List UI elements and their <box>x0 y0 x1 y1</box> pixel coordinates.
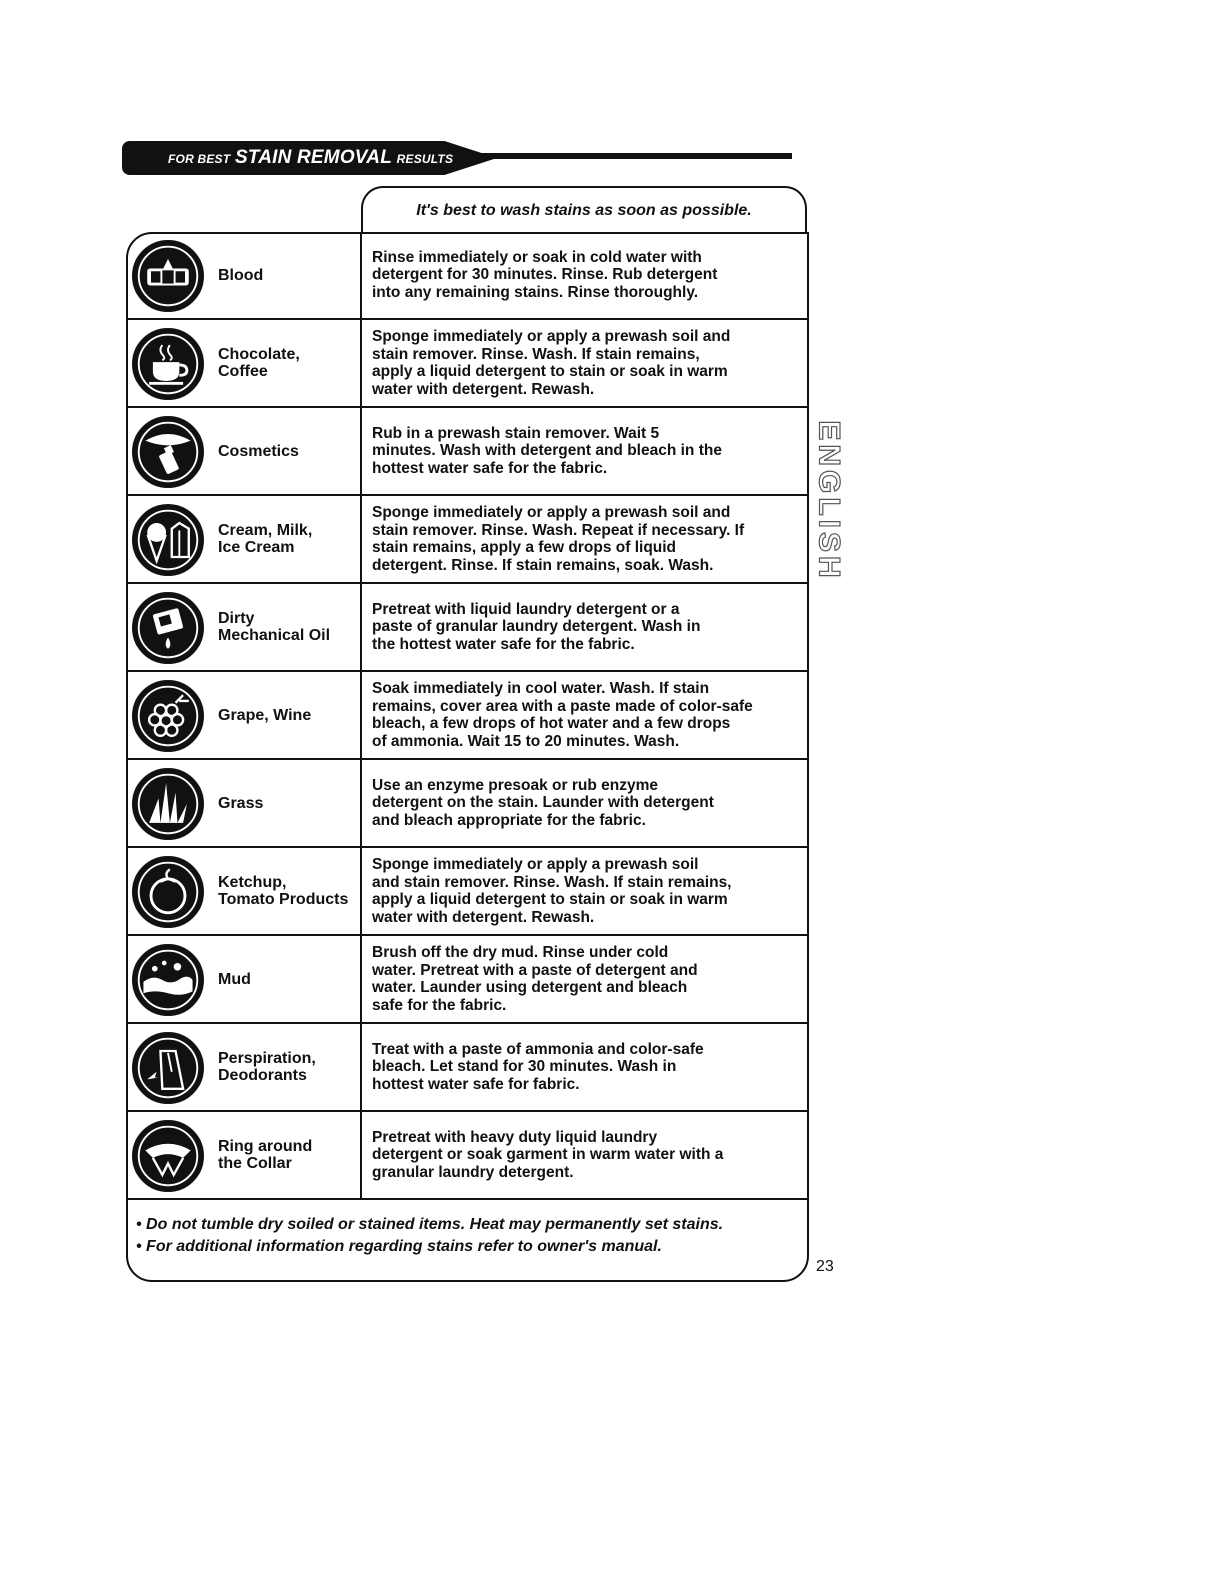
stain-cell <box>126 320 362 406</box>
stain-instructions: Pretreat with heavy duty liquid laundry detergent or soak garment in warm water with a granular laundry detergent. <box>372 1128 724 1181</box>
language-tab-label: ENGLISH <box>813 420 847 582</box>
stain-cell <box>126 936 362 1022</box>
stain-instructions: Rub in a prewash stain remover. Wait 5 minutes. Wash with detergent and bleach in the hottest water safe for the fabric. <box>372 424 722 477</box>
table-row <box>126 848 809 936</box>
stain-cell <box>126 848 362 934</box>
stain-label: Perspiration, Deodorants <box>218 1050 316 1084</box>
stain-instructions: Sponge immediately or apply a prewash soil and stain remover. Rinse. Wash. If stain remains, apply a liquid detergent to stain or soak in warm water with detergent. Rewash. <box>372 856 732 926</box>
banner-prefix: FOR BEST <box>168 152 231 166</box>
stain-instructions: Soak immediately in cool water. Wash. If stain remains, cover area with a paste made of color-safe bleach, a few drops of hot water and a few drops of ammonia. Wait 15 to 20 minutes. Wash. <box>372 680 753 750</box>
footer-notes <box>136 1214 723 1258</box>
stain-label: Ring around the Collar <box>218 1138 313 1172</box>
deodorant-icon <box>132 1032 204 1104</box>
ice-cream-milk-icon <box>132 504 204 576</box>
stain-instructions: Use an enzyme presoak or rub enzyme detergent on the stain. Launder with detergent and bleach appropriate for the fabric. <box>372 776 714 829</box>
stain-cell <box>126 232 362 318</box>
stain-label: Cream, Milk, Ice Cream <box>218 522 313 556</box>
stain-label: Mud <box>218 970 251 988</box>
stain-label: Grape, Wine <box>218 706 312 724</box>
grass-icon <box>132 768 204 840</box>
coffee-cup-icon <box>132 328 204 400</box>
stain-instructions: Sponge immediately or apply a prewash soil and stain remover. Rinse. Wash. If stain remains, apply a liquid detergent to stain or soak in warm water with detergent. Rewash. <box>372 328 731 398</box>
table-row <box>126 320 809 408</box>
stain-label: Dirty Mechanical Oil <box>218 610 331 644</box>
stain-instructions: Treat with a paste of ammonia and color-safe bleach. Let stand for 30 minutes. Wash in hottest water safe for fabric. <box>372 1040 704 1093</box>
banner-title <box>168 147 453 169</box>
stain-instructions: Pretreat with liquid laundry detergent or a paste of granular laundry detergent. Wash in the hottest water safe for the fabric. <box>372 600 701 653</box>
note-line: • Do not tumble dry soiled or stained items. Heat may permanently set stains. <box>136 1216 724 1233</box>
note-line: • For additional information regarding stains refer to owner's manual. <box>136 1238 662 1255</box>
stain-label: Grass <box>218 794 264 812</box>
tomato-icon <box>132 856 204 928</box>
grapes-icon <box>132 680 204 752</box>
stain-cell <box>126 408 362 494</box>
stain-label: Blood <box>218 266 264 284</box>
stain-table <box>126 232 809 1200</box>
table-row <box>126 672 809 760</box>
table-row <box>126 1112 809 1200</box>
banner-main-title: STAIN REMOVAL <box>234 147 392 168</box>
oil-can-icon <box>132 592 204 664</box>
table-row <box>126 496 809 584</box>
banner-suffix: RESULTS <box>396 152 454 166</box>
stain-label: Ketchup, Tomato Products <box>218 874 349 908</box>
stain-cell <box>126 496 362 582</box>
table-row <box>126 232 809 320</box>
table-row <box>126 760 809 848</box>
stain-cell <box>126 1112 362 1198</box>
page-number: 23 <box>816 1258 834 1275</box>
stain-cell <box>126 760 362 846</box>
section-banner <box>122 137 497 177</box>
stain-label: Chocolate, Coffee <box>218 346 300 380</box>
shirt-collar-icon <box>132 1120 204 1192</box>
banner-rule <box>470 153 792 159</box>
table-row <box>126 1024 809 1112</box>
intro-text: It's best to wash stains as soon as possible. <box>416 202 752 219</box>
lipstick-icon <box>132 416 204 488</box>
language-tab <box>813 412 847 590</box>
stain-cell <box>126 672 362 758</box>
stain-cell <box>126 1024 362 1110</box>
stain-instructions: Sponge immediately or apply a prewash soil and stain remover. Rinse. Wash. Repeat if necessary. If stain remains, apply a few drops of liquid detergent. Rinse. If stain remains, soak. Wash. <box>372 504 745 574</box>
stain-cell <box>126 584 362 670</box>
stain-instructions: Brush off the dry mud. Rinse under cold water. Pretreat with a paste of detergent and water. Launder using detergent and bleach safe for the fabric. <box>372 944 698 1014</box>
table-row <box>126 584 809 672</box>
table-row <box>126 408 809 496</box>
blood-icon <box>132 240 204 312</box>
stain-label: Cosmetics <box>218 442 299 460</box>
mud-icon <box>132 944 204 1016</box>
stain-instructions: Rinse immediately or soak in cold water with detergent for 30 minutes. Rinse. Rub detergent into any remaining stains. Rinse thoroughly. <box>372 248 718 301</box>
intro-box <box>361 186 807 232</box>
table-row <box>126 936 809 1024</box>
